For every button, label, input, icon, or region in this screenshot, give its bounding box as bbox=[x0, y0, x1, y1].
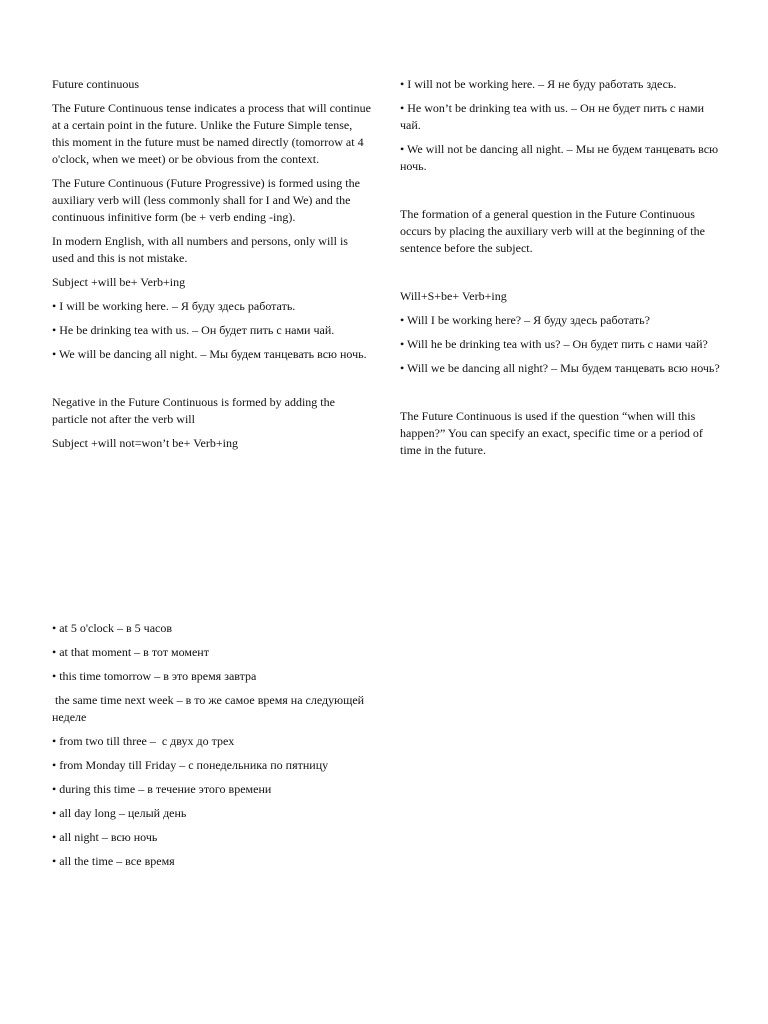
time-expressions-list bbox=[52, 620, 372, 877]
time-expression-item: • from two till three – с двух до трех bbox=[52, 734, 235, 748]
question-example-item: • Will he be drinking tea with us? – Он будет пить с нами чай? bbox=[400, 337, 708, 351]
usage-paragraph: The Future Continuous is used if the question “when will this happen?” You can specify an exact, specific time or a period of time in the future. bbox=[400, 409, 703, 457]
time-expression-item: • this time tomorrow – в это время завтра bbox=[52, 669, 257, 683]
negative-example-item: • I will not be working here. – Я не буду работать здесь. bbox=[400, 77, 677, 91]
example-item: • I will be working here. – Я буду здесь работать. bbox=[52, 299, 296, 313]
negative-formula: Subject +will not=won’t be+ Verb+ing bbox=[52, 436, 238, 450]
time-expression-item: • all day long – целый день bbox=[52, 806, 187, 820]
example-item: • We will be dancing all night. – Мы будем танцевать всю ночь. bbox=[52, 347, 367, 361]
negative-example-item: • We will not be dancing all night. – Мы не будем танцевать всю ночь. bbox=[400, 142, 719, 173]
example-item: • He be drinking tea with us. – Он будет пить с нами чай. bbox=[52, 323, 335, 337]
modern-english-paragraph: In modern English, with all numbers and persons, only will is used and this is not mistake. bbox=[52, 234, 348, 265]
intro-paragraph: The Future Continuous tense indicates a process that will continue at a certain point in the future. Unlike the Future Simple tense, this moment in the future must be named directly (tomorrow at 4 o'clock, when we meet) or be obvious from the context. bbox=[52, 101, 371, 166]
question-example-item: • Will I be working here? – Я буду здесь работать? bbox=[400, 313, 650, 327]
question-formula: Will+S+be+ Verb+ing bbox=[400, 289, 507, 303]
time-expression-item: • at that moment – в тот момент bbox=[52, 645, 209, 659]
time-expression-item: • at 5 o'clock – в 5 часов bbox=[52, 621, 173, 635]
time-expression-item: • all the time – все время bbox=[52, 854, 175, 868]
time-expression-item: • during this time – в течение этого времени bbox=[52, 782, 272, 796]
question-example-item: • Will we be dancing all night? – Мы будем танцевать всю ночь? bbox=[400, 361, 720, 375]
formation-paragraph: The Future Continuous (Future Progressive) is formed using the auxiliary verb will (less commonly shall for I and We) and the continuous infinitive form (be + verb ending -ing). bbox=[52, 176, 360, 224]
time-expression-item: • all night – всю ночь bbox=[52, 830, 158, 844]
affirmative-formula: Subject +will be+ Verb+ing bbox=[52, 275, 186, 289]
negative-example-item: • He won’t be drinking tea with us. – Он не будет пить с нами чай. bbox=[400, 101, 705, 132]
question-intro: The formation of a general question in the Future Continuous occurs by placing the auxiliary verb will at the beginning of the sentence before the subject. bbox=[400, 207, 705, 255]
right-column bbox=[400, 76, 720, 466]
time-expression-item: • from Monday till Friday – с понедельника по пятницу bbox=[52, 758, 329, 772]
heading: Future continuous bbox=[52, 77, 139, 91]
time-expression-item: the same time next week – в то же самое время на следующей неделе bbox=[52, 693, 368, 724]
negative-intro: Negative in the Future Continuous is formed by adding the particle not after the verb will bbox=[52, 395, 335, 426]
left-column bbox=[52, 76, 372, 459]
